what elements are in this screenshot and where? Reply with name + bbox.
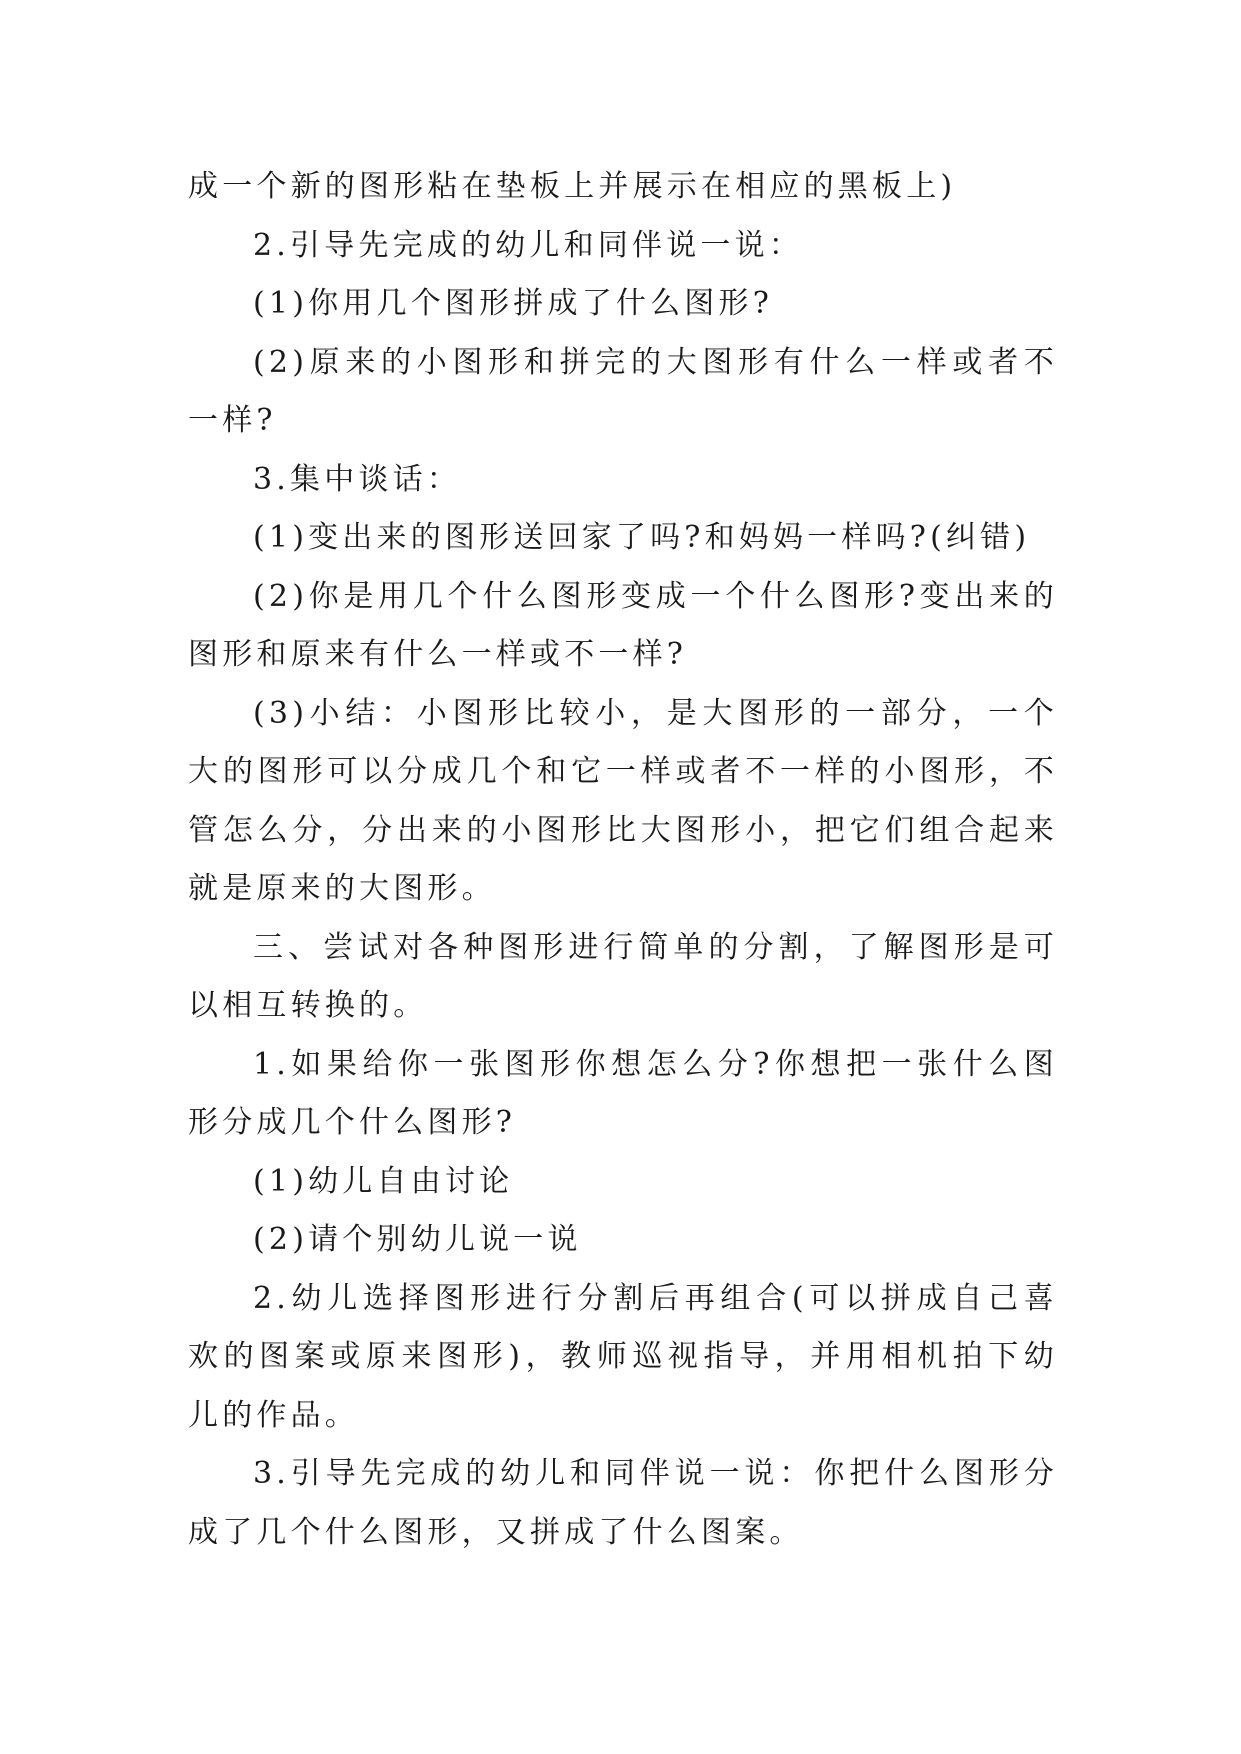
paragraph-step-3-talk: 3.集中谈话： [253,461,462,497]
paragraph-discussion-1: (1)幼儿自由讨论 [253,1163,514,1199]
paragraph-talk-1: (1)变出来的图形送回家了吗?和妈妈一样吗?(纠错) [253,520,1031,555]
paragraph-section-3-step-1: 1.如果给你一张图形你想怎么分?你想把一张什么图形分成几个什么图形? [188,1046,1058,1140]
paragraph-section-3-step-3: 3.引导先完成的幼儿和同伴说一说：你把什么图形分成了几个什么图形，又拼成了什么图案。 [188,1456,1058,1550]
paragraph-talk-2: (2)你是用几个什么图形变成一个什么图形?变出来的图形和原来有什么一样或不一样? [188,578,1058,672]
document-body [188,158,1058,1562]
paragraph-summary: (3)小结：小图形比较小，是大图形的一部分，一个大的图形可以分成几个和它一样或者不一样的小图形，不管怎么分，分出来的小图形比大图形小，把它们组合起来就是原来的大图形。 [188,695,1058,906]
paragraph-step-2-guide: 2.引导先完成的幼儿和同伴说一说： [253,227,804,263]
paragraph-question-1: (1)你用几个图形拼成了什么图形? [253,286,773,321]
paragraph-continuation: 成一个新的图形粘在垫板上并展示在相应的黑板上) [188,169,957,204]
paragraph-discussion-2: (2)请个别幼儿说一说 [253,1222,582,1257]
paragraph-section-3-heading: 三、尝试对各种图形进行简单的分割，了解图形是可以相互转换的。 [188,929,1058,1023]
paragraph-question-2: (2)原来的小图形和拼完的大图形有什么一样或者不一样? [188,344,1058,438]
paragraph-section-3-step-2: 2.幼儿选择图形进行分割后再组合(可以拼成自己喜欢的图案或原来图形)，教师巡视指导，并用相机拍下幼儿的作品。 [188,1280,1058,1433]
